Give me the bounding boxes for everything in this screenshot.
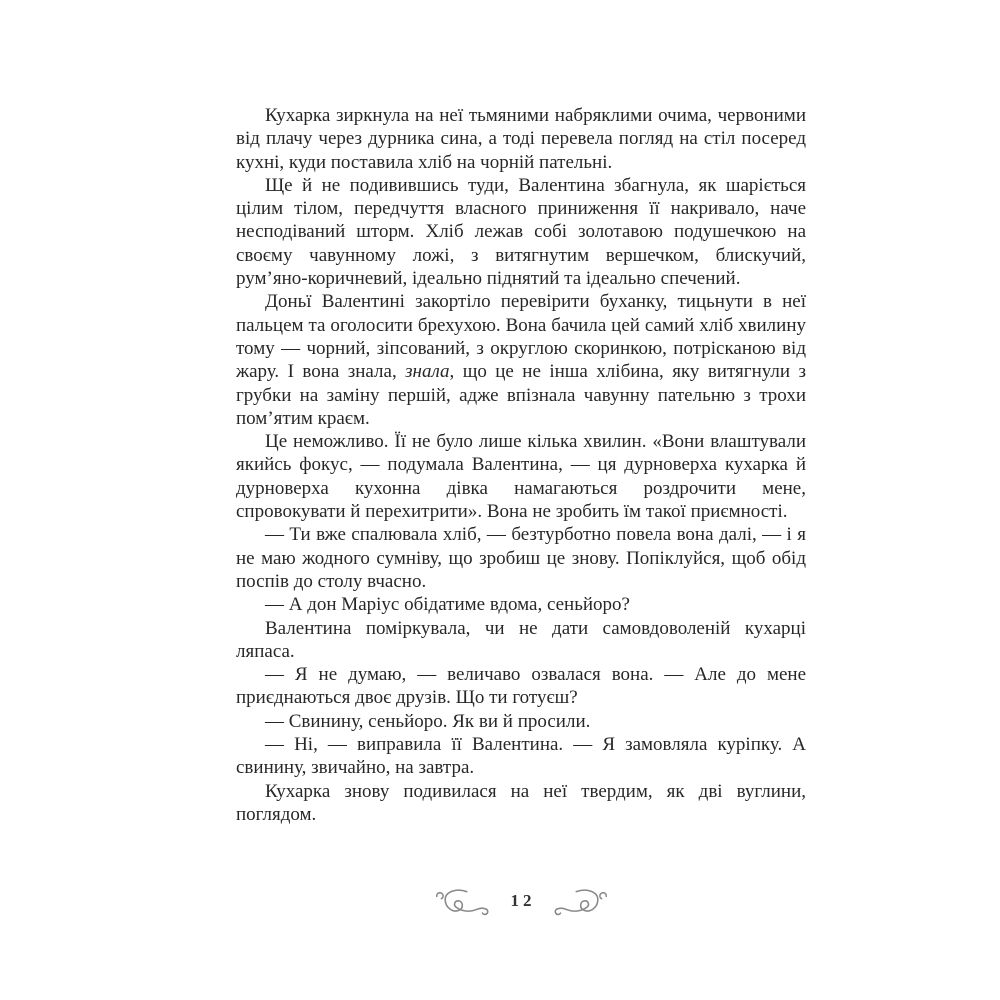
flourish-left-icon: [433, 887, 493, 916]
paragraph: Кухарка зиркнула на неї тьмяними набряклими очима, червоними від плачу через дурника сина, а тоді перевела погляд на стіл посеред кухні, куди поставила хліб на чорній пательні.: [236, 105, 806, 173]
paragraph: — Ні, — виправила її Валентина. — Я замовляла куріпку. А свинину, звичайно, на завтра.: [236, 734, 806, 779]
paragraph: [236, 290, 806, 430]
paragraph: — Я не думаю, — величаво озвалася вона. — Але до мене приєднаються двоє друзів. Що ти готуєш?: [236, 664, 806, 709]
page-text: [236, 104, 806, 826]
flourish-right-icon: [550, 887, 610, 916]
emphasized-word: знала: [405, 361, 450, 383]
paragraph: Кухарка знову подивилася на неї твердим, як дві вуглини, поглядом.: [236, 780, 806, 825]
paragraph-text: Доньї Валентині закортіло перевірити буханку, тицьнути в неї пальцем та оголосити брехухою. Вона бачила цей самий хліб хвилину тому — чорний, зіпсований, з округлою скоринкою, потрісканою від жару. І вона знала,: [236, 291, 806, 383]
paragraph-text: , що це не інша хлібина, яку витягнули з грубки на заміну першій, адже впізнала чавунну пательню з трохи пом’ятим краєм.: [236, 361, 806, 429]
page-footer: [236, 884, 806, 918]
page-number: 12: [510, 891, 536, 910]
paragraph: — Ти вже спалювала хліб, — безтурботно повела вона далі, — і я не маю жодного сумніву, що зробиш це знову. Попіклуйся, щоб обід поспів до столу вчасно.: [236, 524, 806, 592]
paragraph: Це неможливо. Її не було лише кілька хвилин. «Вони влаштували якийсь фокус, — подумала Валентина, — ця дурноверха кухарка й дурноверха кухонна дівка намагаються роздрочити мене, спровокувати й перехитрити». Вона не зробить їм такої приємності.: [236, 431, 806, 523]
paragraph: Валентина поміркувала, чи не дати самовдоволеній кухарці ляпаса.: [236, 617, 806, 662]
paragraph: Ще й не подивившись туди, Валентина збагнула, як шаріється цілим тілом, передчуття власного приниження її накривало, наче несподіваний шторм. Хліб лежав собі золотавою подушечкою на своєму чавунному ложі, з витягнутим вершечком, блискучий, рум’яно-коричневий, ідеально піднятий та ідеально спечений.: [236, 174, 806, 290]
paragraph: — Свинину, сеньйоро. Як ви й просили.: [265, 710, 591, 732]
paragraph: — А дон Маріус обідатиме вдома, сеньйоро?: [265, 594, 630, 616]
